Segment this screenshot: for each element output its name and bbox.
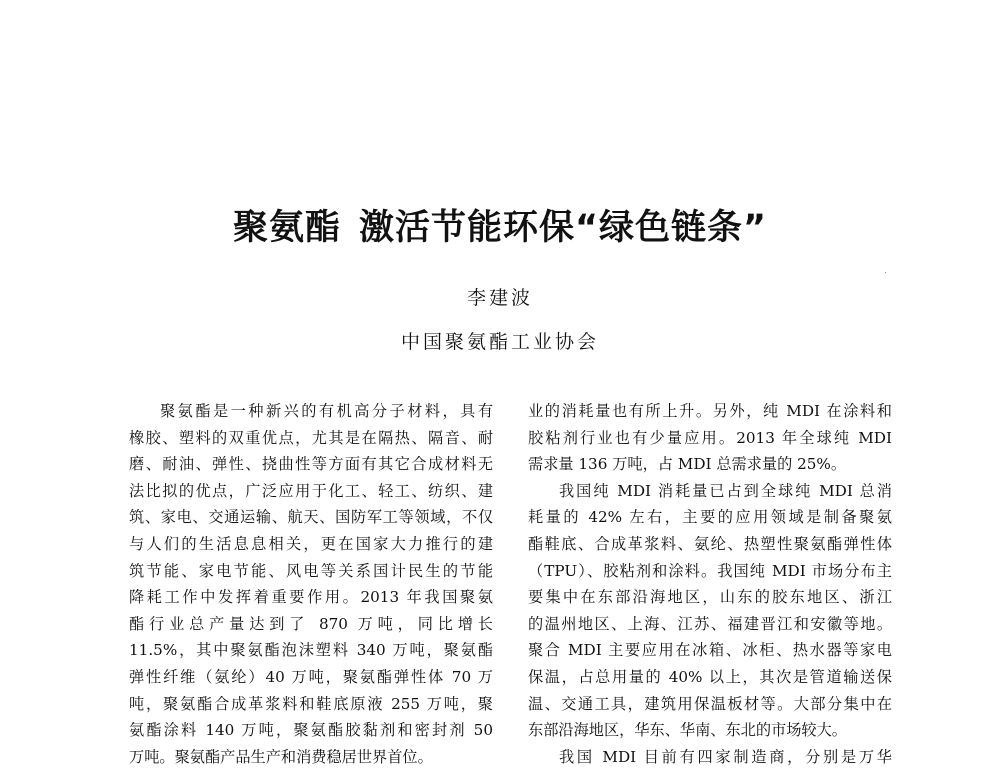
paragraph-line: 降耗工作中发挥着重要作用。2013 年我国聚氨 <box>129 588 493 607</box>
paragraph-line: 弹性纤维（氨纶）40 万吨，聚氨酯弹性体 70 万 <box>129 667 493 686</box>
paragraph-line: 氨酯涂料 140 万吨，聚氨酯胶黏剂和密封剂 50 <box>129 721 493 740</box>
paragraph-line: 橡胶、塑料的双重优点，尤其是在隔热、隔音、耐 <box>129 428 493 447</box>
paragraph-line: 的温州地区、上海、江苏、福建晋江和安徽等地。 <box>528 614 892 633</box>
author-name: 李建波 <box>466 287 533 309</box>
paragraph-line: 要集中在东部沿海地区，山东的胶东地区、浙江 <box>528 588 892 607</box>
paragraph-line: 磨、耐油、弹性、挠曲性等方面有其它合成材料无 <box>129 455 493 474</box>
paragraph-line: 保温，占总用量的 40% 以上，其次是管道输送保 <box>528 667 892 686</box>
author-affiliation: 中国聚氨酯工业协会 <box>400 331 599 353</box>
paragraph-line: 11.5%，其中聚氨酯泡沫塑料 340 万吨，聚氨酯 <box>129 641 493 660</box>
paragraph-line: 我国纯 MDI 消耗量已占到全球纯 MDI 总消 <box>559 481 892 500</box>
paragraph-line: 胶粘剂行业也有少量应用。2013 年全球纯 MDI <box>528 428 892 447</box>
body-column-left <box>129 398 493 768</box>
paragraph-line: 业的消耗量也有所上升。另外，纯 MDI 在涂料和 <box>528 402 892 420</box>
paragraph-line: 我国 MDI 目前有四家制造商，分别是万华 <box>559 747 892 766</box>
paragraph-line: 万吨。聚氨酯产品生产和消费稳居世界首位。 <box>129 747 433 766</box>
paragraph-line: 酯鞋底、合成革浆料、氨纶、热塑性聚氨酯弹性体 <box>528 534 892 553</box>
paragraph-line: 聚氨酯是一种新兴的有机高分子材料，具有 <box>160 402 493 420</box>
paragraph-line: 温、交通工具，建筑用保温板材等。大部分集中在 <box>528 694 892 713</box>
title-part-1: 聚氨酯 <box>232 208 341 248</box>
paragraph-line: 吨，聚氨酯合成革浆料和鞋底原液 255 万吨，聚 <box>129 694 493 713</box>
paragraph-line: 筑节能、家电节能、风电等关系国计民生的节能 <box>129 561 493 580</box>
body-column-right <box>528 398 892 768</box>
paragraph-line: 需求量 136 万吨，占 MDI 总需求量的 25%。 <box>528 455 847 474</box>
paragraph-line: 筑、家电、交通运输、航天、国防军工等领域，不仅 <box>129 508 493 527</box>
paragraph-line: 耗量的 42% 左右，主要的应用领域是制备聚氨 <box>528 508 892 527</box>
title-part-2: 激活节能环保“绿色链条” <box>359 208 768 248</box>
paragraph-line: 聚合 MDI 主要应用在冰箱、冰柜、热水器等家电 <box>528 641 892 660</box>
paragraph-line: 法比拟的优点，广泛应用于化工、轻工、纺织、建 <box>129 481 493 500</box>
article-title <box>0 200 1000 250</box>
paragraph-line: 酯行业总产量达到了 870 万吨，同比增长 <box>129 614 493 633</box>
scan-speck <box>885 272 886 273</box>
paragraph-line: 东部沿海地区，华东、华南、东北的市场较大。 <box>528 721 847 740</box>
paragraph-line: （TPU）、胶粘剂和涂料。我国纯 MDI 市场分布主 <box>528 561 892 580</box>
paragraph-line: 与人们的生活息息相关，更在国家大力推行的建 <box>129 534 493 553</box>
